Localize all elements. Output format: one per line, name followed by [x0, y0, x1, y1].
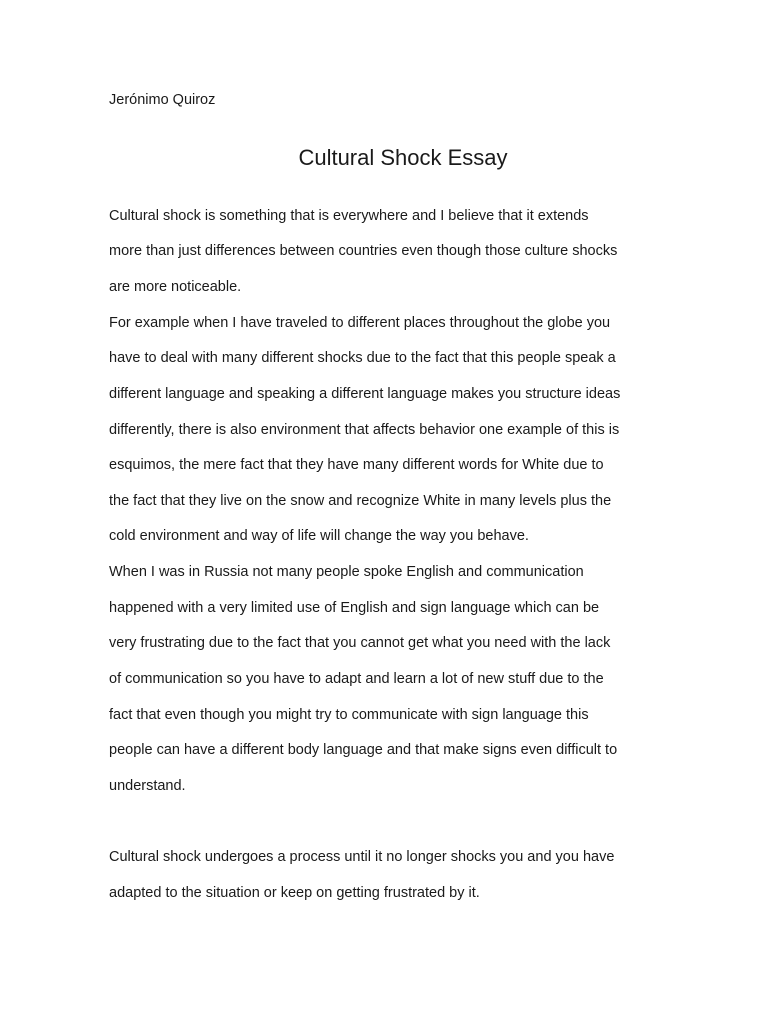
- body-line: differently, there is also environment that affects behavior one example of this is: [109, 422, 620, 438]
- body-line: When I was in Russia not many people spoke English and communication: [109, 564, 584, 580]
- body-line: understand.: [109, 778, 186, 794]
- author-name: Jerónimo Quiroz: [109, 92, 216, 108]
- body-line: very frustrating due to the fact that you cannot get what you need with the lack: [109, 635, 611, 651]
- body-line: For example when I have traveled to different places throughout the globe you: [109, 315, 611, 331]
- body-line: Cultural shock undergoes a process until it no longer shocks you and you have: [109, 849, 615, 865]
- body-line: the fact that they live on the snow and recognize White in many levels plus the: [109, 493, 612, 509]
- body-line: Cultural shock is something that is everywhere and I believe that it extends: [109, 208, 589, 224]
- body-line: of communication so you have to adapt and learn a lot of new stuff due to the: [109, 671, 604, 687]
- body-line: have to deal with many different shocks due to the fact that this people speak a: [109, 350, 616, 366]
- body-line: people can have a different body language and that make signs even difficult to: [109, 742, 618, 758]
- body-line: happened with a very limited use of English and sign language which can be: [109, 600, 600, 616]
- body-line: adapted to the situation or keep on getting frustrated by it.: [109, 885, 480, 901]
- body-line: more than just differences between countries even though those culture shocks: [109, 243, 618, 259]
- body-line: cold environment and way of life will change the way you behave.: [109, 528, 529, 544]
- essay-title: Cultural Shock Essay: [298, 145, 508, 170]
- body-line: fact that even though you might try to communicate with sign language this: [109, 707, 589, 723]
- body-line: different language and speaking a different language makes you structure ideas: [109, 386, 621, 402]
- body-line: are more noticeable.: [109, 279, 242, 295]
- body-line: esquimos, the mere fact that they have many different words for White due to: [109, 457, 604, 473]
